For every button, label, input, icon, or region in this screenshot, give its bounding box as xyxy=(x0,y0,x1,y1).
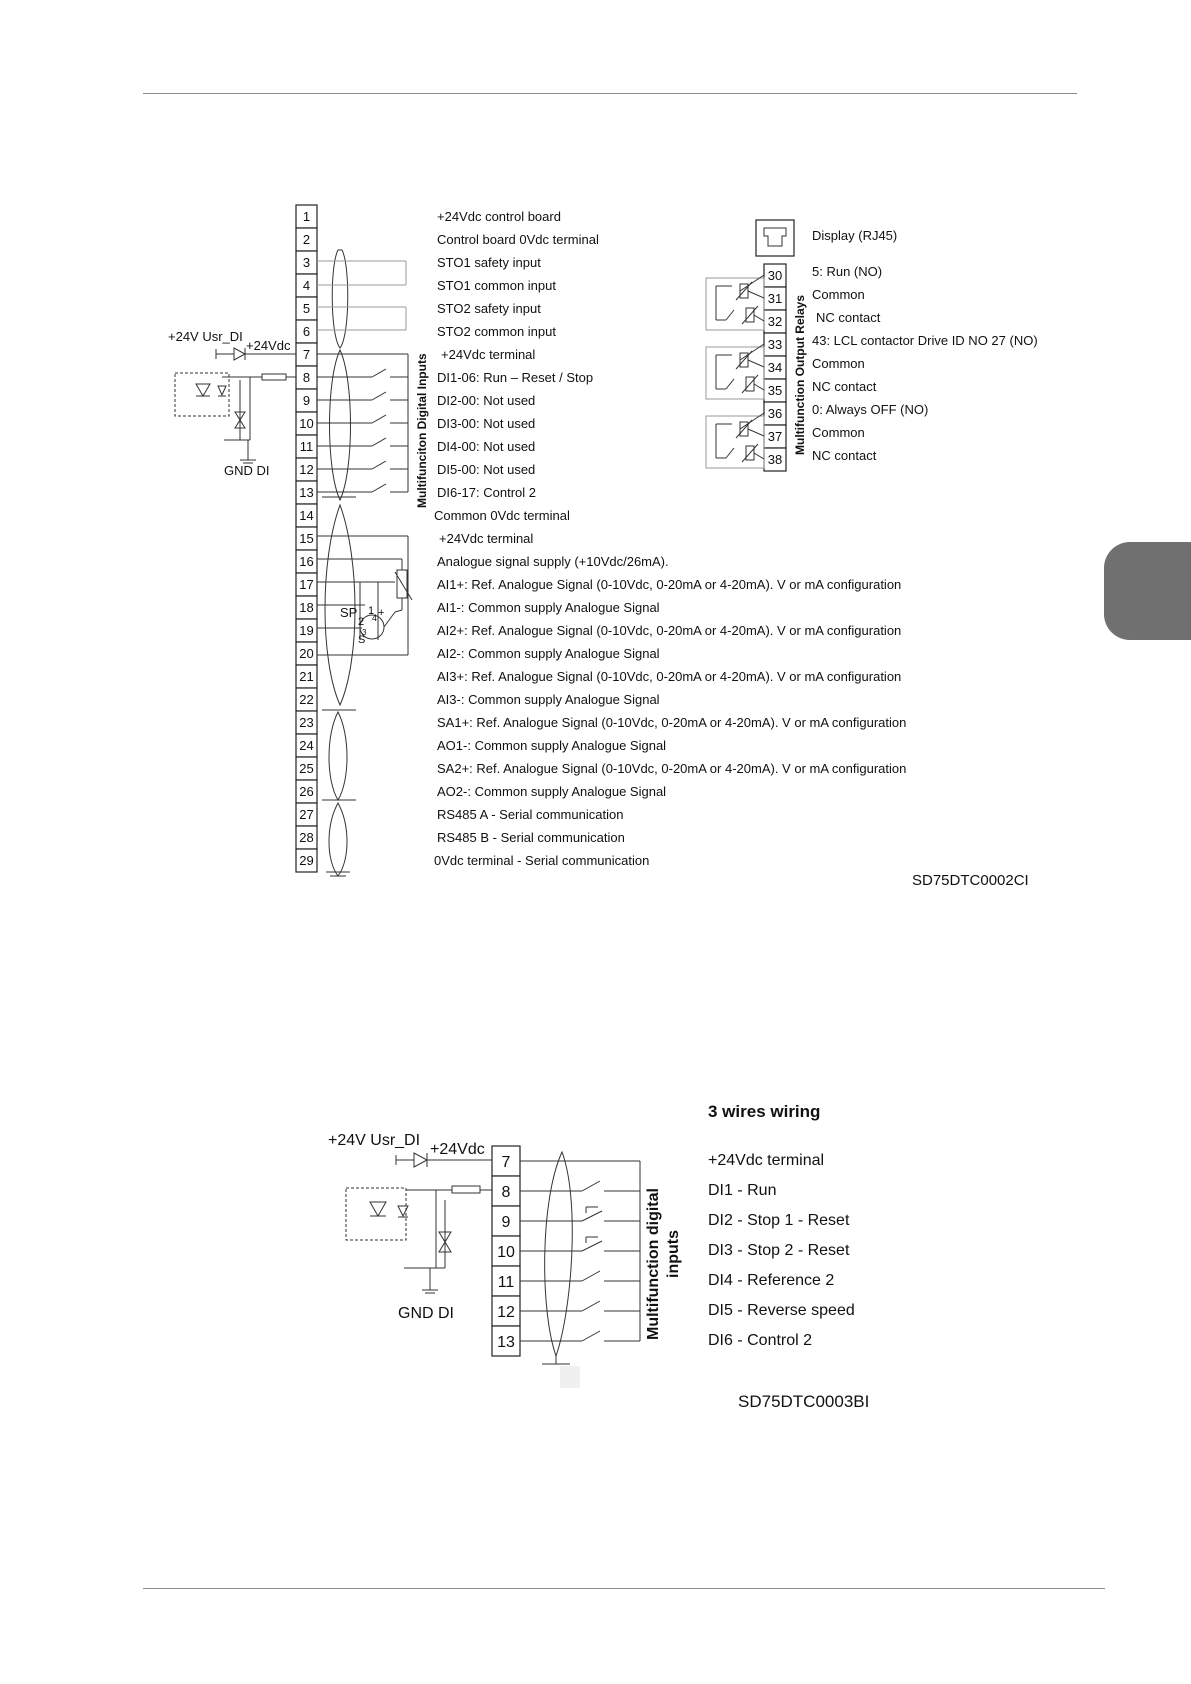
terminal-number-25: 25 xyxy=(299,761,314,776)
cable-loop-2 xyxy=(542,1152,580,1388)
relay-number-31: 31 xyxy=(767,291,783,306)
relay-number-37: 37 xyxy=(767,429,783,444)
relay-label-35: NC contact xyxy=(812,379,877,394)
relay-coil-frame xyxy=(706,278,764,330)
opto-input-circuit xyxy=(168,329,296,478)
terminal-number-16: 16 xyxy=(299,554,314,569)
terminal2-number-11: 11 xyxy=(497,1274,515,1291)
relay-label-30: 5: Run (NO) xyxy=(812,264,883,279)
terminal-number-9: 9 xyxy=(302,393,311,408)
terminal-label-18: AI1-: Common supply Analogue Signal xyxy=(437,600,660,615)
terminal-strip xyxy=(296,205,317,872)
terminal-label-19: AI2+: Ref. Analogue Signal (0-10Vdc, 0-20mA or 4-20mA). V or mA configuration xyxy=(437,623,902,638)
diagram2-code: SD75DTC0003BI xyxy=(738,1392,870,1411)
relay-coil-frame xyxy=(706,347,764,399)
terminal2-number-7: 7 xyxy=(501,1154,511,1171)
terminal-number-8: 8 xyxy=(302,370,311,385)
terminal-label-2: Control board 0Vdc terminal xyxy=(437,232,599,247)
terminal-number-14: 14 xyxy=(299,508,314,523)
terminal-number-20: 20 xyxy=(299,646,314,661)
relay-symbols xyxy=(706,275,764,468)
terminal2-label-12: DI5 - Reverse speed xyxy=(708,1302,855,1319)
relay-label-31: Common xyxy=(812,287,865,302)
relay-number-34: 34 xyxy=(767,360,783,375)
terminal-number-10: 10 xyxy=(299,416,314,431)
cable-loops xyxy=(322,250,356,876)
relay-label-38: NC contact xyxy=(812,448,877,463)
terminal-label-17: AI1+: Ref. Analogue Signal (0-10Vdc, 0-20mA or 4-20mA). V or mA configuration xyxy=(437,577,902,592)
digital-input-switches xyxy=(317,354,408,492)
three-wire-title: 3 wires wiring xyxy=(708,1102,821,1121)
terminal2-number-10: 10 xyxy=(497,1244,515,1261)
terminal2-number-8: 8 xyxy=(501,1184,511,1201)
usr-di-label: +24V Usr_DI xyxy=(168,329,243,344)
relay-coil-frame xyxy=(706,416,764,468)
terminal-label-24: AO1-: Common supply Analogue Signal xyxy=(437,738,667,753)
relay-number-36: 36 xyxy=(767,406,783,421)
relay-label-33: 43: LCL contactor Drive ID NO 27 (NO) xyxy=(812,333,1038,348)
terminal-number-13: 13 xyxy=(299,485,314,500)
gnd-di-label-2: GND DI xyxy=(398,1305,454,1322)
opto-input-circuit-2 xyxy=(328,1132,492,1322)
pot-label-4: 4 xyxy=(372,613,378,623)
terminal2-label-9: DI2 - Stop 1 - Reset xyxy=(708,1212,850,1229)
sto-wires xyxy=(317,261,406,330)
terminal-label-20: AI2-: Common supply Analogue Signal xyxy=(437,646,660,661)
terminal2-label-10: DI3 - Stop 2 - Reset xyxy=(708,1242,850,1259)
terminal-labels xyxy=(434,209,906,868)
terminal-number-19: 19 xyxy=(299,623,314,638)
group-label-2-line1: Multifunction digital xyxy=(645,1188,662,1340)
relay-label-32: NC contact xyxy=(816,310,881,325)
terminal2-number-13: 13 xyxy=(497,1334,515,1351)
relay-number-35: 35 xyxy=(767,383,783,398)
relay-number-38: 38 xyxy=(767,452,783,467)
terminal-label-6: STO2 common input xyxy=(437,324,556,339)
display-label: Display (RJ45) xyxy=(812,228,898,243)
group-label-2-line2: inputs xyxy=(665,1230,682,1278)
di-group-label: Multifunciton Digital Inputs xyxy=(415,353,429,508)
relay-number-32: 32 xyxy=(767,314,783,329)
terminal-label-5: STO2 safety input xyxy=(437,301,541,316)
pot-label-1: 1 xyxy=(368,605,375,617)
terminal-label-1: +24Vdc control board xyxy=(437,209,561,224)
pot-label-s: S xyxy=(358,634,366,646)
terminal-label-3: STO1 safety input xyxy=(437,255,541,270)
terminal-label-7: +24Vdc terminal xyxy=(441,347,536,362)
terminal-number-17: 17 xyxy=(299,577,314,592)
terminal-number-22: 22 xyxy=(299,692,314,707)
terminal-number-11: 11 xyxy=(299,439,314,454)
plus24-label: +24Vdc xyxy=(246,338,291,353)
terminal-number-24: 24 xyxy=(299,738,314,753)
terminal-number-1: 1 xyxy=(302,209,311,224)
relay-label-36: 0: Always OFF (NO) xyxy=(812,402,929,417)
terminal-label-16: Analogue signal supply (+10Vdc/26mA). xyxy=(437,554,669,569)
control-terminals-diagram xyxy=(168,205,1038,889)
terminal-label-23: SA1+: Ref. Analogue Signal (0-10Vdc, 0-20mA or 4-20mA). V or mA configuration xyxy=(437,715,907,730)
terminal-label-11: DI4-00: Not used xyxy=(437,439,536,454)
terminal-label-13: DI6-17: Control 2 xyxy=(437,485,536,500)
terminal-number-23: 23 xyxy=(299,715,314,730)
plus24-label-2: +24Vdc xyxy=(430,1141,485,1158)
pot-label-2: 2 xyxy=(358,616,365,628)
terminal-label-25: SA2+: Ref. Analogue Signal (0-10Vdc, 0-20mA or 4-20mA). V or mA configuration xyxy=(437,761,907,776)
output-relays xyxy=(764,264,786,471)
terminal2-label-11: DI4 - Reference 2 xyxy=(708,1272,835,1289)
terminal-number-29: 29 xyxy=(299,853,314,868)
terminal-label-28: RS485 B - Serial communication xyxy=(437,830,625,845)
terminal-label-27: RS485 A - Serial communication xyxy=(437,807,624,822)
terminal-number-27: 27 xyxy=(299,807,314,822)
terminal-number-21: 21 xyxy=(299,669,314,684)
terminal-number-7: 7 xyxy=(302,347,311,362)
terminal-number-18: 18 xyxy=(299,600,314,615)
terminal-number-4: 4 xyxy=(302,278,311,293)
terminal-labels-2 xyxy=(708,1152,855,1349)
terminal-label-26: AO2-: Common supply Analogue Signal xyxy=(437,784,667,799)
terminal-label-10: DI3-00: Not used xyxy=(437,416,536,431)
terminal-label-4: STO1 common input xyxy=(437,278,556,293)
terminal-number-26: 26 xyxy=(299,784,314,799)
relay-labels xyxy=(812,264,1038,463)
pot-label-sp: SP xyxy=(340,605,358,620)
terminal2-label-13: DI6 - Control 2 xyxy=(708,1332,813,1349)
usr-di-label-2: +24V Usr_DI xyxy=(328,1132,421,1149)
terminal-label-8: DI1-06: Run – Reset / Stop xyxy=(437,370,594,385)
terminal-strip-2 xyxy=(492,1146,520,1356)
terminal2-number-9: 9 xyxy=(501,1214,511,1231)
display-rj45 xyxy=(756,220,897,256)
relay-number-33: 33 xyxy=(767,337,783,352)
relay-label-37: Common xyxy=(812,425,865,440)
terminal-label-14: Common 0Vdc terminal xyxy=(434,508,570,523)
terminal-number-5: 5 xyxy=(302,301,311,316)
terminal-number-12: 12 xyxy=(299,462,314,477)
terminal-number-28: 28 xyxy=(299,830,314,845)
relay-number-30: 30 xyxy=(767,268,783,283)
relays-group-label: Multifunction Output Relays xyxy=(793,295,807,455)
terminal-label-9: DI2-00: Not used xyxy=(437,393,536,408)
terminal-label-21: AI3+: Ref. Analogue Signal (0-10Vdc, 0-20mA or 4-20mA). V or mA configuration xyxy=(437,669,902,684)
terminal-number-2: 2 xyxy=(302,232,311,247)
terminal-label-29: 0Vdc terminal - Serial communication xyxy=(434,853,650,868)
terminal-label-12: DI5-00: Not used xyxy=(437,462,536,477)
terminal2-number-12: 12 xyxy=(497,1304,515,1321)
terminal-number-6: 6 xyxy=(302,324,311,339)
terminal-label-22: AI3-: Common supply Analogue Signal xyxy=(437,692,660,707)
terminal-number-3: 3 xyxy=(302,255,311,270)
diagram1-code: SD75DTC0002CI xyxy=(912,872,1029,889)
pot-label-plus: + xyxy=(378,607,385,619)
gnd-di-label: GND DI xyxy=(224,463,270,478)
three-wire-diagram xyxy=(328,1102,869,1411)
relay-label-34: Common xyxy=(812,356,865,371)
terminal2-label-8: DI1 - Run xyxy=(708,1182,777,1199)
pot-label-3: 3 xyxy=(362,628,367,637)
terminal-number-15: 15 xyxy=(299,531,314,546)
terminal2-label-7: +24Vdc terminal xyxy=(708,1152,825,1169)
terminal-label-15: +24Vdc terminal xyxy=(439,531,534,546)
digital-input-switches-2 xyxy=(520,1161,640,1341)
